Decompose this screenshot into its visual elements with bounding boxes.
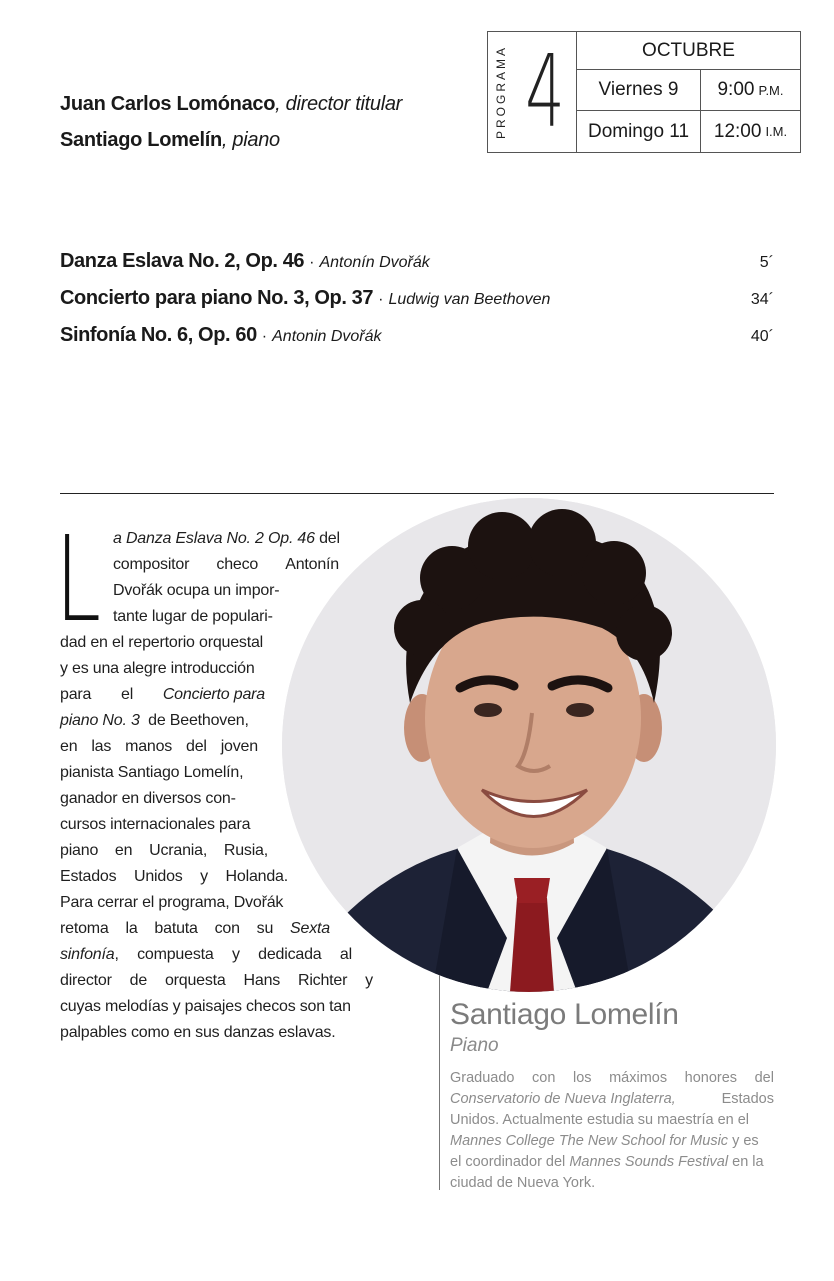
date-day: Domingo 11 [577,111,701,152]
bio-text [450,1068,774,1194]
credits [60,86,402,158]
text-line: dad en el repertorio orquestal [60,634,264,651]
drop-cap: L [55,510,102,648]
text-line: Mannes College The New School for Music y es [450,1133,759,1149]
text-line: para el Concierto para [60,686,265,703]
work-item [60,324,774,361]
date-day: Viernes 9 [577,70,701,110]
text-line: compositor checo Antonín [113,556,339,573]
text-line: Unidos. Actualmente estudia su maestría en el [450,1112,750,1128]
work-title: Sinfonía No. 6, Op. 60 [60,324,257,346]
soloist-role: , piano [221,129,280,151]
bio-name: Santiago Lomelín [450,998,679,1031]
bio-role: Piano [450,1035,499,1056]
director-name: Juan Carlos Lomónaco [60,93,276,115]
separator: · [261,328,268,345]
text-line: y es una alegre introducción [60,660,255,677]
work-item [60,287,774,324]
text-line: piano No. 3 de Beethoven, [60,712,249,729]
work-duration: 5´ [759,254,774,271]
text-line: a Danza Eslava No. 2 Op. 46 del [113,530,340,547]
program-month: OCTUBRE [577,32,800,70]
work-duration: 34´ [750,291,774,308]
section-divider [60,493,774,494]
text-line: tante lugar de populari- [113,608,273,625]
text-line: en las manos del joven [60,738,258,755]
text-line: el coordinador del Mannes Sounds Festival en la [450,1154,764,1170]
text-line: Dvořák ocupa un impor- [113,582,280,599]
work-composer: Ludwig van Beethoven [388,291,551,308]
repertoire-list [60,250,774,361]
text-line: pianista Santiago Lomelín, [60,764,244,781]
separator: · [378,291,384,308]
bio-rule [439,975,440,1190]
text-line: Para cerrar el programa, Dvořák [60,894,284,911]
separator: · [309,254,315,271]
program-label: PROGRAMA [494,44,509,140]
text-line: palpables como en sus danzas eslavas. [60,1024,336,1041]
work-composer: Antonín Dvořák [319,254,430,271]
soloist-credit [60,122,402,158]
text-line: sinfonía, compuesta y dedicada al [60,946,352,963]
text-line: Conservatorio de Nueva Inglaterra, Estados [450,1091,774,1107]
date-row [577,111,800,152]
date-time: 9:00 P.M. [717,79,784,100]
text-line: retoma la batuta con su Sexta [60,920,330,937]
work-composer: Antonin Dvořák [272,328,382,345]
date-row [577,70,800,111]
work-title: Concierto para piano No. 3, Op. 37 [60,287,374,309]
date-time: 12:00 I.M. [713,120,788,142]
text-line: cursos internacionales para [60,816,251,833]
text-line: Estados Unidos y Holanda. [60,868,288,885]
soloist-name: Santiago Lomelín [60,129,222,151]
text-line: cuyas melodías y paisajes checos son tan [60,998,351,1015]
director-credit [60,86,402,122]
work-item [60,250,774,287]
program-notes [60,526,390,1046]
program-number: 4 [525,33,565,150]
director-role: , director titular [275,93,403,115]
program-box [487,31,801,153]
text-line: Graduado con los máximos honores del [450,1070,774,1086]
text-line: director de orquesta Hans Richter y [60,972,373,989]
text-line: piano en Ucrania, Rusia, [60,842,268,859]
text-line: ganador en diversos con- [60,790,236,807]
work-title: Danza Eslava No. 2, Op. 46 [60,250,305,272]
text-line: ciudad de Nueva York. [450,1175,596,1191]
work-duration: 40´ [750,328,774,345]
